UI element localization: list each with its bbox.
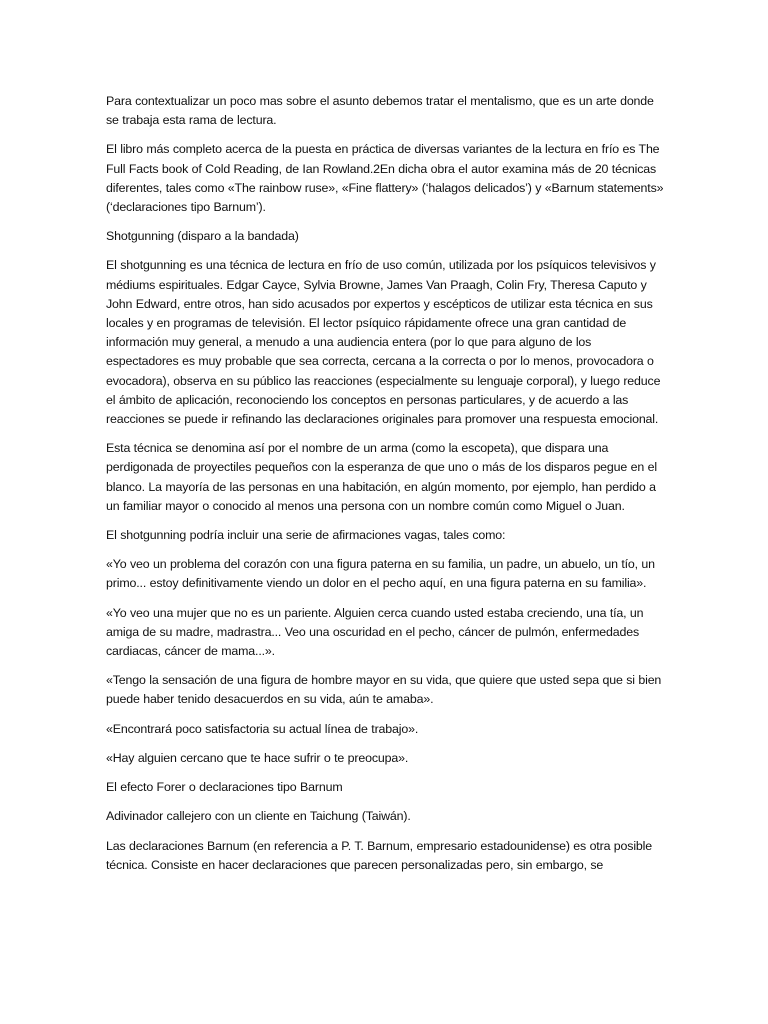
quote-woman: «Yo veo una mujer que no es un pariente. Alguien cerca cuando usted estaba creciendo, una tía, un amiga de su madre, madrastra... Veo una oscuridad en el pecho, cáncer de pulmón, enfermedades cardiacas, cáncer de mama...». — [106, 605, 644, 659]
paragraph-shotgunning: El shotgunning es una técnica de lectura en frío de uso común, utilizada por los psíquicos televisivos y médiums espirituales. Edgar Cayce, Sylvia Browne, James Van Praagh, Colin Fry, Theresa Caputo y John Edward, entre otros, han sido acusados por expertos y escépticos de utilizar esta técnica en sus locales y en programas de televisión. El lector psíquico rápidamente ofrece una gran cantidad de información muy general, a menudo a una audiencia entera (por lo que para alguno de los espectadores es muy probable que sea correcta, cercana a la correcta o por lo menos, provocadora o evocadora), observa en su público las reacciones (especialmente su lenguaje corporal), y luego reduce el ámbito de aplicación, reconociendo los conceptos en personas particulares, y de acuerdo a las reacciones se puede ir refinando las declaraciones originales para promover una respuesta emocional. — [106, 258, 661, 427]
paragraph-intro: Para contextualizar un poco mas sobre el asunto debemos tratar el mentalismo, que es un arte donde se trabaja esta rama de lectura. — [106, 94, 654, 128]
document-body — [106, 92, 666, 885]
quote-heart-problem: «Yo veo un problema del corazón con una figura paterna en su familia, un padre, un abuelo, un tío, un primo... estoy definitivamente viendo un dolor en el pecho aquí, en una figura paterna en su familia». — [106, 557, 655, 591]
paragraph-affirmations-intro: El shotgunning podría incluir una serie de afirmaciones vagas, tales como: — [106, 528, 506, 543]
quote-someone-close: «Hay alguien cercano que te hace sufrir o te preocupa». — [106, 750, 409, 765]
paragraph-barnum: Las declaraciones Barnum (en referencia a P. T. Barnum, empresario estadounidense) es otra posible técnica. Consiste en hacer declaraciones que parecen personalizadas pero, sin embargo, se — [106, 838, 653, 872]
paragraph-technique-name: Esta técnica se denomina así por el nombre de un arma (como la escopeta), que dispara una perdigonada de proyectiles pequeños con la esperanza de que uno o más de los disparos pegue en el blanco. La mayoría de las personas en una habitación, en algún momento, por ejemplo, han perdido a un familiar mayor o conocido al menos una persona con un nombre común como Miguel o Juan. — [106, 441, 657, 513]
quote-older-man: «Tengo la sensación de una figura de hombre mayor en su vida, que quiere que usted sepa que si bien puede haber tenido desacuerdos en su vida, aún te amaba». — [106, 673, 662, 707]
paragraph-book: El libro más completo acerca de la puesta en práctica de diversas variantes de la lectura en frío es The Full Facts book of Cold Reading, de Ian Rowland.2En dicha obra el autor examina más de 20 técnicas diferentes, tales como «The rainbow ruse», «Fine flattery» (‘halagos delicados’) y «Barnum statements» (‘declaraciones tipo Barnum’). — [106, 142, 664, 215]
image-caption-taichung: Adivinador callejero con un cliente en Taichung (Taiwán). — [106, 809, 411, 824]
quote-work: «Encontrará poco satisfactoria su actual línea de trabajo». — [106, 721, 419, 736]
section-heading-forer: El efecto Forer o declaraciones tipo Barnum — [106, 780, 343, 795]
section-heading-shotgunning: Shotgunning (disparo a la bandada) — [106, 229, 299, 244]
